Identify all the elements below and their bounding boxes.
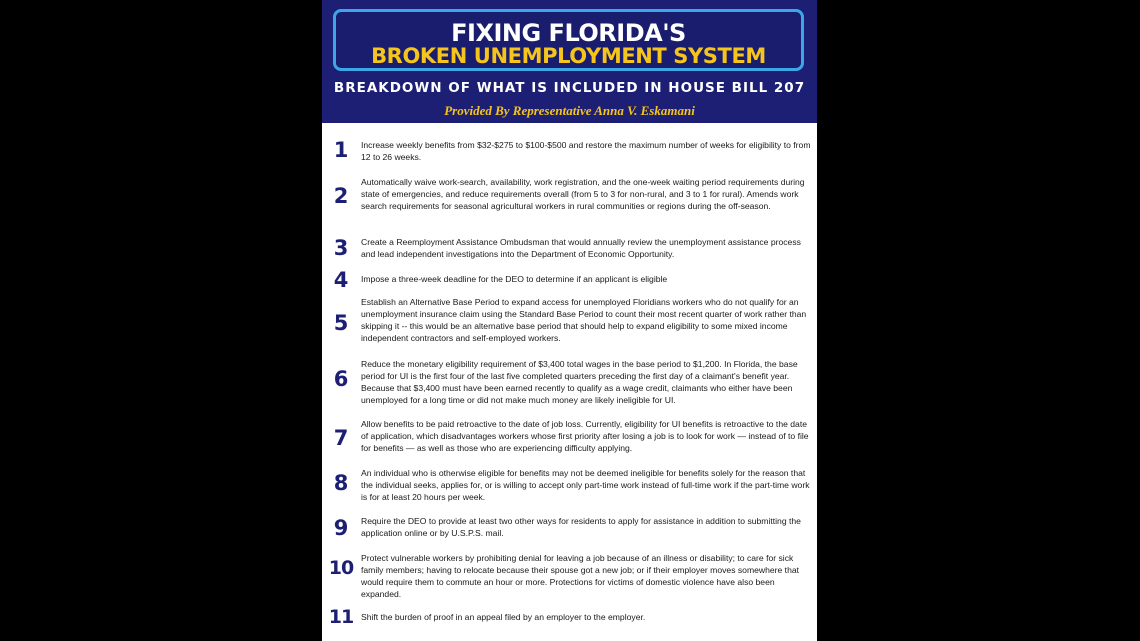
item-text: Impose a three-week deadline for the DEO to determine if an applicant is eligible [361, 274, 668, 284]
item-text: Create a Reemployment Assistance Ombudsman that would annually review the unemployment assistance process and lead independent investigations into the Department of Economic Opportunity. [361, 237, 801, 260]
item-number: 9 [333, 516, 349, 540]
item-number: 2 [333, 184, 349, 208]
title-box [333, 9, 804, 71]
item-text: Protect vulnerable workers by prohibiting denial for leaving a job because of an illness or disability; to care for sick family members; having to relocate because their spouse got a new job; or if their employer moves somewhere that would require them to commute an hour or more. Protections for victims of domestic violence have also been expanded. [361, 553, 800, 600]
title-line-1: FIXING FLORIDA'S [451, 19, 686, 47]
item-number: 7 [333, 426, 349, 450]
item-number: 4 [333, 268, 349, 292]
item-text: Require the DEO to provide at least two other ways for residents to apply for assistance in addition to submitting the application online or by U.S.P.S. mail. [361, 516, 801, 539]
item-number: 11 [328, 606, 354, 628]
item-text: Automatically waive work-search, availability, work registration, and the one-week waiting period requirements during state of emergencies, and reduce requirements overall (from 5 to 3 for non-rural, and 3 to 1 for rural). Amends work search requirements for seasonal agricultural workers in rural communities or regions during the off-season. [361, 177, 805, 212]
title-line-2: BROKEN UNEMPLOYMENT SYSTEM [371, 44, 766, 68]
item-number: 8 [333, 471, 349, 495]
item-number: 1 [333, 138, 349, 162]
byline: Provided By Representative Anna V. Eskamani [444, 103, 695, 118]
subtitle: BREAKDOWN OF WHAT IS INCLUDED IN HOUSE BILL 207 [333, 80, 806, 96]
item-number: 3 [333, 236, 349, 260]
header-banner [322, 0, 817, 123]
item-number: 5 [333, 311, 349, 335]
item-number: 10 [328, 557, 354, 579]
item-text: Increase weekly benefits from $32-$275 to $100-$500 and restore the maximum number of weeks for eligibility to from 12 to 26 weeks. [361, 140, 811, 163]
item-number: 6 [333, 367, 349, 391]
document-page [322, 0, 817, 641]
item-text: Establish an Alternative Base Period to expand access for unemployed Floridians workers who do not qualify for an unemployment insurance claim using the Standard Base Period to count their most recent quarter of work rather than skipping it -- this would be an alternative base period that should help to expand eligibility to some mixed income independent contractors and self-employed workers. [361, 297, 807, 344]
item-text: An individual who is otherwise eligible for benefits may not be deemed ineligible for benefits solely for the reason that the individual seeks, applies for, or is willing to accept only part-time work instead of full-time work if the part-time work is for at least 20 hours per week. [361, 468, 810, 503]
item-text: Reduce the monetary eligibility requirement of $3,400 total wages in the base period to $1,200. In Florida, the base period for UI is the first four of the last five completed quarters preceding the first day of a claimant's benefit year. Because that $3,400 must have been earned recently to qualify as a wage credit, claimants who either have been unemployed for a long time or did not make much money are likely ineligible for UI. [361, 359, 798, 406]
item-text: Allow benefits to be paid retroactive to the date of job loss. Currently, eligibility for UI benefits is retroactive to the date of application, which disadvantages workers whose first priority after losing a job is to look for work — instead of to file for benefits — as well as those who are experiencing difficulty applying. [361, 419, 809, 454]
item-text: Shift the burden of proof in an appeal filed by an employer to the employer. [361, 612, 646, 622]
